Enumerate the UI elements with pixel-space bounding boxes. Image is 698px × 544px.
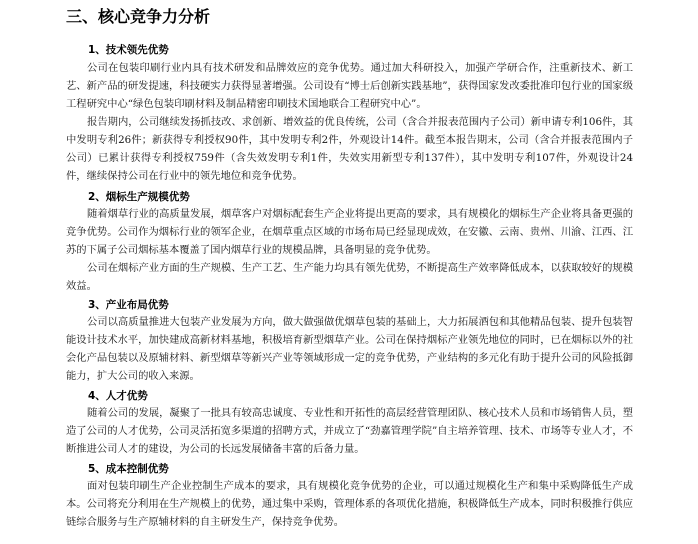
heading-tech: 1、技术领先优势 (88, 44, 169, 56)
paragraph: 公司在烟标产业方面的生产规模、生产工艺、生产能力均具有领先优势，不断提高生产效率降低成本，以获取较好的规模效益。 (66, 262, 633, 292)
heading-scale: 2、烟标生产规模优势 (88, 191, 190, 203)
paragraph: 公司以高质量推进大包装产业发展为方向，做大做强做优烟草包装的基础上，大力拓展酒包和其他精品包装、提升包装智能设计技术水平，加快建成高新材料基地，积极培育新型烟草产业。公司在保持烟标产业领先地位的同时，已在烟标以外的社会化产品包装以及原辅材料、新型烟草等新兴产业等领域形成一定的竞争优势，产业结构的多元化有助于提升公司的风险抵御能力，扩大公司的收入来源。 (66, 316, 633, 382)
heading-talent: 4、人才优势 (88, 390, 148, 402)
heading-layout: 3、产业布局优势 (88, 299, 169, 311)
paragraph: 随着烟草行业的高质量发展，烟草客户对烟标配套生产企业将提出更高的要求，具有规模化的烟标生产企业将具备更强的竞争优势。公司作为烟标行业的领军企业，在烟草重点区域的市场布局已经显现成效，在安徽、云南、贵州、川渝、江西、江苏的下属子公司烟标基本覆盖了国内烟草行业的规模品牌，具备明显的竞争优势。 (66, 208, 633, 256)
heading-cost: 5、成本控制优势 (88, 463, 169, 475)
paragraph: 面对包装印刷生产企业控制生产成本的要求，具有规模化竞争优势的企业，可以通过规模化生产和集中采购降低生产成本。公司将充分利用在生产规模上的优势，通过集中采购，管理体系的各项优化措施，积极降低生产成本，同时积极推行供应链综合服务与生产原辅材料的自主研发生产，保持竞争优势。 (66, 480, 633, 528)
section-title: 三、核心竞争力分析 (66, 7, 211, 26)
paragraph: 随着公司的发展，凝聚了一批具有较高忠诚度、专业性和开拓性的高层经营管理团队、核心技术人员和市场销售人员，塑造了公司的人才优势，公司灵活拓宽多渠道的招聘方式，并成立了“劲嘉管理学院”自主培养管理、技术、市场等专业人才，不断推进公司人才的建设，为公司的长远发展储备丰富的后备力量。 (66, 407, 633, 455)
paragraph: 报告期内，公司继续发扬抓技改、求创新、增效益的优良传统，公司（含合并报表范围内子公司）新申请专利106件，其中发明专利26件；新获得专利授权90件，其中发明专利2件，外观设计14件。截至本报告期末，公司（含合并报表范围内子公司）已累计获得专利授权759件（含失效发明专利1件，失效实用新型专利137件），其中发明专利107件，外观设计24件，继续保持公司在行业中的领先地位和竞争优势。 (66, 116, 633, 182)
paragraph: 公司在包装印刷行业内具有技术研发和品牌效应的竞争优势。通过加大科研投入，加强产学研合作，注重新技术、新工艺、新产品的研发提速，科技硬实力获得显著增强。公司设有“博士后创新实践基地”，获得国家发改委批准印包行业的国家级工程研究中心“绿色包装印刷材料及制品精密印刷技术国地联合工程研究中心”。 (66, 62, 633, 110)
